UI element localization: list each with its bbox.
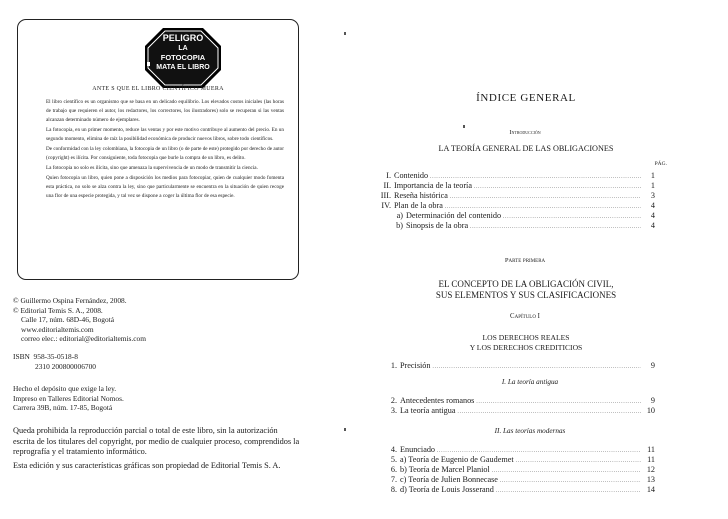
- copyright-line: © Guillermo Ospina Fernández, 2008.: [13, 296, 127, 305]
- deposit-line: Carrera 39B, núm. 17-85, Bogotá: [13, 403, 113, 413]
- isbn-value: 958-35-0518-8: [33, 352, 78, 361]
- chapter-title-line: LOS DERECHOS REALES: [482, 333, 570, 342]
- toc-leader: [457, 406, 641, 418]
- toc-label: Importancia de la teoría: [394, 181, 472, 190]
- isbn-label: ISBN: [13, 352, 30, 361]
- isbn-code: 2310 200800006700: [35, 361, 96, 371]
- toc-page: 1: [650, 171, 655, 180]
- prohibition-block: [13, 426, 301, 474]
- scan-mark: [344, 32, 346, 35]
- warning-sign-text: [143, 34, 223, 72]
- chapter-title: [390, 333, 662, 352]
- toc-page: 1: [650, 181, 655, 190]
- sign-line-2: LA: [178, 44, 188, 52]
- toc-number: 1.: [390, 361, 397, 370]
- sign-line-1: PELIGRO: [162, 33, 204, 43]
- chapter-title-line: Y LOS DERECHOS CREDITICIOS: [469, 342, 583, 352]
- copyright-block: [13, 296, 303, 344]
- toc-number: IV.: [381, 201, 391, 210]
- toc-leader: [470, 221, 641, 233]
- toc-number: 5.: [390, 455, 397, 464]
- toc-number: 8.: [390, 485, 397, 494]
- toc-label: Plan de la obra: [394, 201, 443, 210]
- toc-page: 9: [650, 396, 655, 405]
- toc-label: d) Teoría de Louis Josserand: [400, 485, 494, 494]
- chapter-heading: Capítulo I: [510, 313, 540, 320]
- section-title-modernas: II. Las teorías modernas: [494, 427, 566, 435]
- deposit-line: Hecho el depósito que exige la ley.: [13, 384, 117, 393]
- toc-label: La teoría antigua: [400, 406, 456, 415]
- toc-label: Sinopsis de la obra: [406, 221, 469, 230]
- intro-title: LA TEORÍA GENERAL DE LAS OBLIGACIONES: [438, 144, 614, 153]
- toc-number: a): [396, 211, 403, 220]
- toc-label: c) Teoría de Julien Bonnecase: [400, 475, 498, 484]
- toc-label: Contenido: [394, 171, 429, 180]
- part-title-line: EL CONCEPTO DE LA OBLIGACIÓN CIVIL,: [438, 279, 614, 289]
- deposit-line: Impreso en Talleres Editorial Nomos.: [13, 393, 124, 403]
- toc-number: 4.: [390, 445, 397, 454]
- toc-leader: [432, 361, 641, 373]
- toc-entry[interactable]: [387, 485, 655, 497]
- toc-leader: [496, 485, 641, 497]
- toc-number: III.: [380, 191, 391, 200]
- pag-label: PÁG.: [654, 161, 667, 167]
- copyright-line: www.editorialtemis.com: [21, 324, 94, 334]
- toc-page: 4: [650, 211, 655, 220]
- box-paragraph: Quien fotocopia un libro, quien pone a disposición los medios para fotocopiar, quien de cualquier modo fomenta esta práctica, no solo se alza contra la ley, sino que particularmente se encuentra en la situación de quien recoge una flor de una especie protegida, y tal vez se dispone a coger la última flor de esa especie.: [46, 175, 284, 199]
- box-text: [46, 98, 284, 202]
- toc-label: Determinación del contenido: [406, 211, 502, 220]
- toc-label: Antecedentes romanos: [400, 396, 475, 405]
- toc-page: 11: [647, 445, 655, 454]
- toc-label: Reseña histórica: [394, 191, 448, 200]
- sign-line-4: MATA EL LIBRO: [156, 63, 210, 71]
- toc-number: 7.: [390, 475, 397, 484]
- intro-heading: Introducción: [509, 129, 541, 136]
- toc-page: 12: [646, 465, 655, 474]
- scan-mark: [344, 428, 346, 431]
- toc-number: b): [396, 221, 403, 230]
- toc-number: II.: [383, 181, 391, 190]
- copyright-line: correo elec.: editorial@editorialtemis.com: [21, 334, 147, 344]
- warning-box: [17, 19, 299, 280]
- box-paragraph: La fotocopia no solo es ilícita, sino que amenaza la supervivencia de un modo de transmitir la ciencia.: [46, 165, 258, 172]
- toc-number: 3.: [390, 406, 397, 415]
- isbn-block: [13, 352, 303, 371]
- toc-label: Enunciado: [400, 445, 436, 454]
- part-heading: Parte primera: [504, 257, 546, 264]
- toc-page: 14: [646, 485, 655, 494]
- box-paragraph: De conformidad con la ley colombiana, la fotocopia de un libro (o de parte de este) protegido por derecho de autor (copyright) es ilícita. Por consiguiente, toda fotocopia que burle la compra de un libro, es delito.: [46, 145, 284, 161]
- toc-label: b) Teoría de Marcel Planiol: [400, 465, 490, 474]
- toc-page: 3: [650, 191, 655, 200]
- toc-page: 4: [650, 201, 655, 210]
- toc-number: 2.: [390, 396, 397, 405]
- toc-entry[interactable]: [387, 406, 655, 418]
- copyright-line: © Editorial Temis S. A., 2008.: [13, 305, 103, 315]
- sign-line-3: FOTOCOPIA: [160, 53, 206, 62]
- index-title: ÍNDICE GENERAL: [476, 92, 576, 104]
- toc-page: 4: [650, 221, 655, 230]
- prohibition-paragraph: Queda prohibida la reproducción parcial o total de este libro, sin la autorización escrita de los titulares del copyright, por medio de cualquier proceso, comprendidos la reprografía y el tratamiento informático.: [13, 426, 300, 457]
- toc-entry[interactable]: [387, 361, 655, 373]
- toc-number: I.: [386, 171, 391, 180]
- toc-entry[interactable]: [393, 221, 655, 233]
- scan-mark: [463, 125, 465, 128]
- toc-page: 11: [647, 455, 655, 464]
- toc-page: 10: [646, 406, 655, 415]
- toc-page: 13: [646, 475, 655, 484]
- part-title-line: SUS ELEMENTOS Y SUS CLASIFICACIONES: [435, 290, 617, 300]
- toc-page: 9: [650, 361, 655, 370]
- deposit-block: [13, 384, 303, 413]
- box-paragraph: La fotocopia, en un primer momento, reduce las ventas y por este motivo contribuye al aumento del precio. En un segundo momento, elimina de raíz la posibilidad económica de producir nuevos libros, sobre todo científicos.: [46, 126, 284, 142]
- toc-number: 6.: [390, 465, 397, 474]
- box-heading: ANTE S QUE EL LIBRO CIENTÍFICO MUERA: [92, 86, 224, 92]
- section-title-antigua: I. La teoría antigua: [501, 378, 559, 386]
- part-title: [390, 279, 662, 301]
- prohibition-paragraph: Esta edición y sus características gráficas son propiedad de Editorial Temis S. A.: [13, 460, 281, 470]
- box-paragraph: El libro científico es un organismo que se basa en un delicado equilibrio. Los elevados costos iniciales (las horas de trabajo que requieren el autor, los redactores, los correctores, los ilustradores) solo se recuperan si las ventas alcanzan determinado número de ejemplares.: [46, 99, 284, 123]
- toc-label: Precisión: [400, 361, 431, 370]
- toc-label: a) Teoría de Eugenio de Gaudemet: [400, 455, 514, 464]
- copyright-line: Calle 17, núm. 68D-46, Bogotá: [21, 315, 114, 325]
